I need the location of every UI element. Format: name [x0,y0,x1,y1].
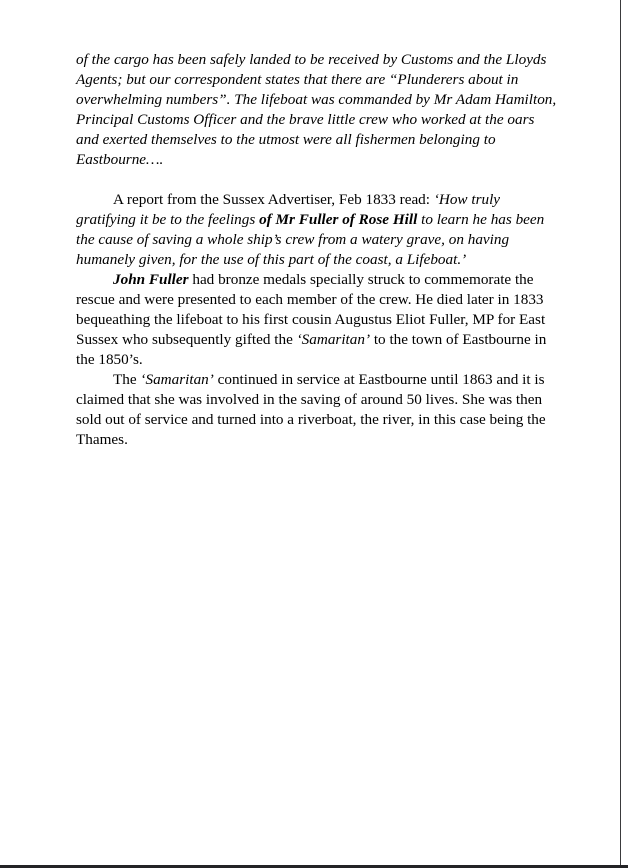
paragraph-4-body-text: continued in service at Eastbourne until 1863 and it is claimed that she was involved in the saving of around 50 lives. She was then sold out of service and turned into a riverboat, the river, in this case being the Thames. [76,371,546,448]
paragraph-2-quote-open: ‘How truly gratifying it be to the feelings [76,191,501,228]
paragraph-john-fuller-medals [76,270,558,370]
paragraph-3-body-second: to the town of Eastbourne in the 1850’s. [76,331,547,368]
paragraph-4-ship-name-samaritan: ‘Samaritan’ [140,371,214,388]
paragraph-3-name-john-fuller: John Fuller [113,271,189,288]
paragraph-sussex-advertiser [76,190,558,270]
paragraph-2-quote-close: to learn he has been the cause of saving a whole ship’s crew from a watery grave, on having humanely given, for the use of this part of the coast, a Lifeboat.’ [76,211,545,268]
paragraph-3-ship-name-samaritan: ‘Samaritan’ [296,331,371,348]
paragraph-3-body-first: had bronze medals specially struck to commemorate the rescue and were presented to each member of the crew. He died later in 1833 bequeathing the lifeboat to his first cousin Augustus Eliot Fuller, MP for East Sussex who subsequently gifted the [76,271,546,348]
document-text-body [76,50,558,450]
paragraph-4-lead-text: The [113,371,141,388]
paragraph-samaritan-service [76,370,558,450]
paragraph-continued-quote [76,50,558,170]
paragraph-2-emphasis-fuller-rose-hill: of Mr Fuller of Rose Hill [259,211,418,228]
page-right-edge-rule [620,0,621,866]
paragraph-2-lead-text: A report from the Sussex Advertiser, Feb 1833 read: [113,191,434,208]
paragraph-1-text: of the cargo has been safely landed to be received by Customs and the Lloyds Agents; but our correspondent states that there are “Plunderers about in overwhelming numbers”. The lifeboat was commanded by Mr Adam Hamilton, Principal Customs Officer and the brave little crew who worked at the oars and exerted themselves to the utmost were all fishermen belonging to Eastbourne…. [76,51,557,168]
